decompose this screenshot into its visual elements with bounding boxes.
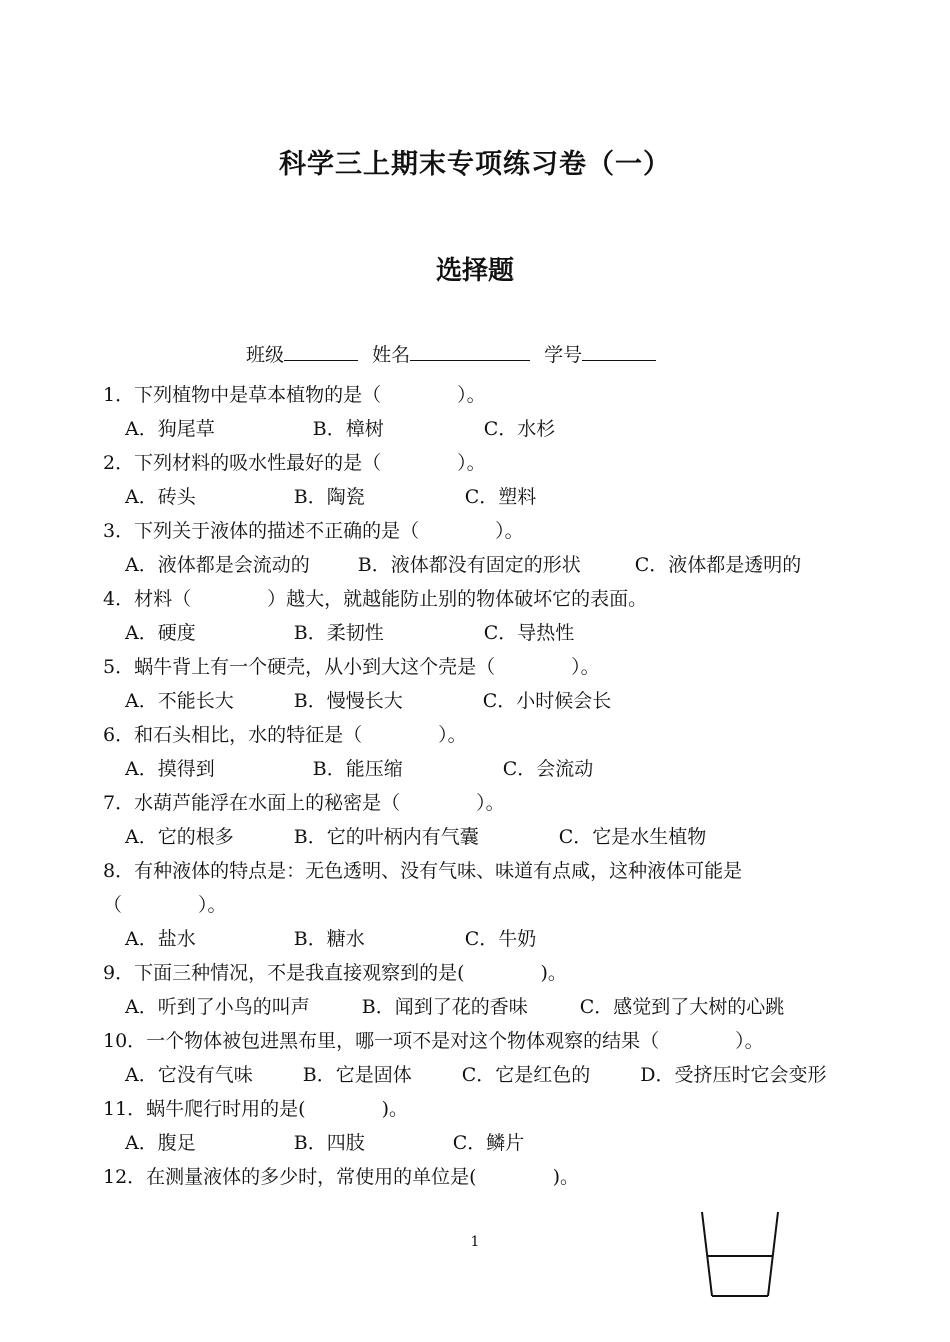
worksheet-title: 科学三上期末专项练习卷（一） [279, 149, 671, 180]
question-5: 5．蜗牛背上有一个硬壳，从小到大这个壳是（ ）。 [103, 656, 600, 678]
option-b[interactable]: B．液体都没有固定的形状 [357, 554, 581, 576]
option-c[interactable]: C．塑料 [464, 486, 537, 508]
option-a[interactable]: A．狗尾草 [125, 418, 215, 440]
option-c[interactable]: C．感觉到了大树的心跳 [579, 996, 785, 1018]
option-a[interactable]: A．不能长大 [125, 690, 234, 712]
question-list [103, 378, 853, 1194]
option-b[interactable]: B．能压缩 [312, 758, 403, 780]
question-9-options [103, 990, 853, 1024]
question-5-options [103, 684, 853, 718]
option-a[interactable]: A．硬度 [125, 622, 196, 644]
option-c[interactable]: C．液体都是透明的 [634, 554, 802, 576]
option-a[interactable]: A．它的根多 [125, 826, 234, 848]
option-a[interactable]: A．砖头 [125, 486, 196, 508]
class-label: 班级 [246, 344, 285, 366]
option-b[interactable]: B．柔韧性 [293, 622, 384, 644]
question-1-options [103, 412, 853, 446]
id-blank[interactable] [582, 342, 656, 361]
option-d[interactable]: D．受挤压时它会变形 [640, 1064, 827, 1086]
question-10: 10．一个物体被包进黑布里，哪一项不是对这个物体观察的结果（ ）。 [103, 1030, 764, 1052]
question-3: 3．下列关于液体的描述不正确的是（ ）。 [103, 520, 524, 542]
question-10-options [103, 1058, 853, 1092]
class-blank[interactable] [284, 342, 358, 361]
id-label: 学号 [544, 344, 583, 366]
question-7-options [103, 820, 853, 854]
option-c[interactable]: C．会流动 [502, 758, 594, 780]
option-b[interactable]: B．闻到了花的香味 [361, 996, 528, 1018]
student-info-line [246, 340, 664, 367]
question-4-options [103, 616, 853, 650]
option-c[interactable]: C．它是红色的 [461, 1064, 591, 1086]
question-12: 12．在测量液体的多少时，常使用的单位是( )。 [103, 1166, 580, 1188]
option-b[interactable]: B．它是固体 [302, 1064, 412, 1086]
option-c[interactable]: C．水杉 [483, 418, 556, 440]
option-b[interactable]: B．慢慢长大 [293, 690, 403, 712]
option-c[interactable]: C．它是水生植物 [558, 826, 707, 848]
question-11: 11．蜗牛爬行时用的是( )。 [103, 1098, 409, 1120]
beaker-figure [700, 1210, 780, 1300]
question-3-options [103, 548, 853, 582]
question-6-options [103, 752, 853, 786]
option-b[interactable]: B．四肢 [293, 1132, 365, 1154]
option-a[interactable]: A．摸得到 [125, 758, 215, 780]
option-b[interactable]: B．糖水 [293, 928, 365, 950]
question-2: 2．下列材料的吸水性最好的是（ ）。 [103, 452, 486, 474]
option-a[interactable]: A．听到了小鸟的叫声 [125, 996, 310, 1018]
section-title: 选择题 [435, 256, 514, 286]
question-8-options [103, 922, 853, 956]
option-a[interactable]: A．腹足 [125, 1132, 196, 1154]
question-4: 4．材料（ ）越大，就越能防止别的物体破坏它的表面。 [103, 588, 648, 610]
question-11-options [103, 1126, 853, 1160]
question-7: 7．水葫芦能浮在水面上的秘密是（ ）。 [103, 792, 505, 814]
option-a[interactable]: A．液体都是会流动的 [125, 554, 310, 576]
question-8: 8．有种液体的特点是：无色透明、没有气味、味道有点咸，这种液体可能是（ ）。 [103, 860, 743, 916]
option-c[interactable]: C．鳞片 [452, 1132, 525, 1154]
question-2-options [103, 480, 853, 514]
option-b[interactable]: B．它的叶柄内有气囊 [293, 826, 479, 848]
question-1: 1．下列植物中是草本植物的是（ ）。 [103, 384, 486, 406]
option-b[interactable]: B．陶瓷 [293, 486, 365, 508]
page-number: 1 [470, 1234, 480, 1250]
option-a[interactable]: A．它没有气味 [125, 1064, 253, 1086]
name-blank[interactable] [410, 342, 530, 361]
name-label: 姓名 [372, 344, 411, 366]
option-a[interactable]: A．盐水 [125, 928, 196, 950]
question-9: 9．下面三种情况，不是我直接观察到的是( )。 [103, 962, 567, 984]
option-c[interactable]: C．牛奶 [464, 928, 537, 950]
option-c[interactable]: C．小时候会长 [482, 690, 612, 712]
question-6: 6．和石头相比，水的特征是（ ）。 [103, 724, 467, 746]
option-b[interactable]: B．樟树 [312, 418, 384, 440]
option-c[interactable]: C．导热性 [483, 622, 575, 644]
